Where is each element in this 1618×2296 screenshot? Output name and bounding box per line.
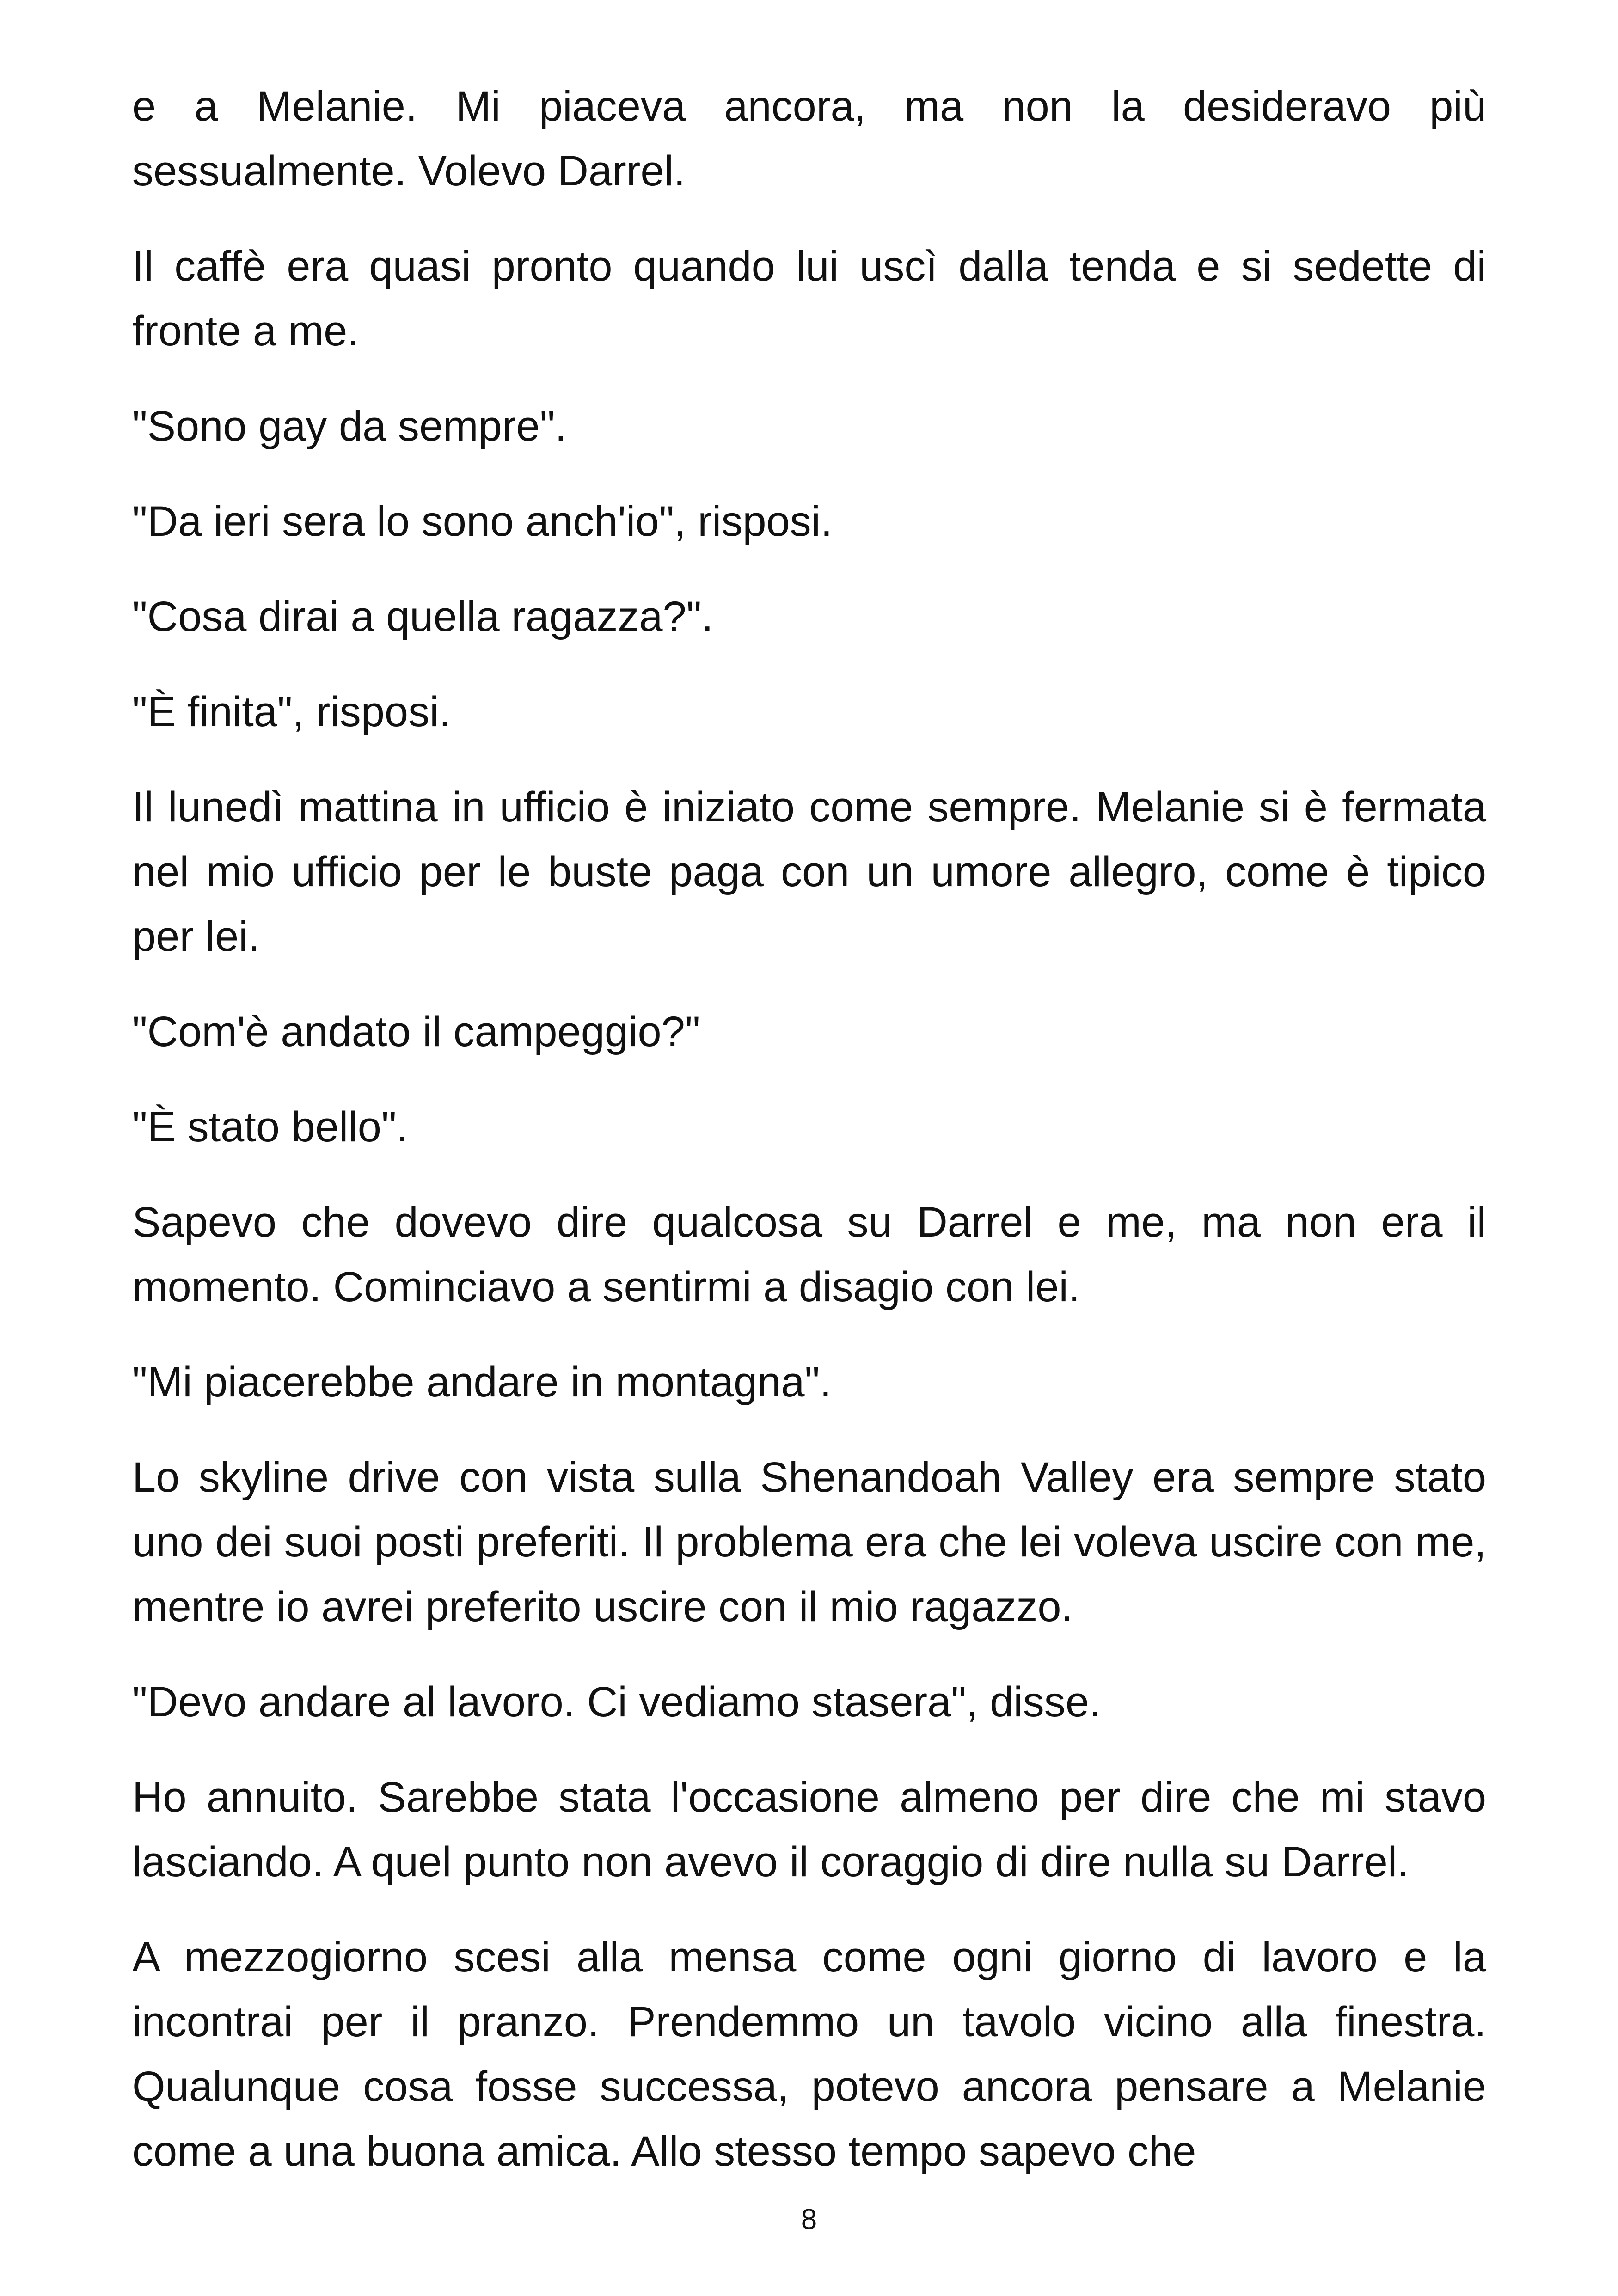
paragraph: e a Melanie. Mi piaceva ancora, ma non la desideravo più sessualmente. Volevo Darrel. — [132, 83, 1486, 195]
paragraph: Ho annuito. Sarebbe stata l'occasione almeno per dire che mi stavo lasciando. A quel punto non avevo il coraggio di dire nulla su Darrel. — [132, 1774, 1486, 1886]
paragraph: A mezzogiorno scesi alla mensa come ogni giorno di lavoro e la incontrai per il pranzo. Prendemmo un tavolo vicino alla finestra. Qualunque cosa fosse successa, potevo ancora pensare a Melanie come a una buona amica. Allo stesso tempo sapevo che — [132, 1934, 1486, 2175]
body-text — [132, 74, 1486, 2214]
paragraph: "Da ieri sera lo sono anch'io", risposi. — [132, 498, 833, 545]
paragraph: "È stato bello". — [132, 1103, 409, 1151]
paragraph: "Devo andare al lavoro. Ci vediamo stasera", disse. — [132, 1678, 1101, 1726]
paragraph: "È finita", risposi. — [132, 688, 451, 735]
paragraph: Il caffè era quasi pronto quando lui uscì dalla tenda e si sedette di fronte a me. — [132, 243, 1486, 355]
paragraph: Lo skyline drive con vista sulla Shenandoah Valley era sempre stato uno dei suoi posti preferiti. Il problema era che lei voleva uscire con me, mentre io avrei preferito uscire con il mio ragazzo. — [132, 1454, 1486, 1630]
paragraph: "Mi piacerebbe andare in montagna". — [132, 1359, 832, 1406]
paragraph: Il lunedì mattina in ufficio è iniziato come sempre. Melanie si è fermata nel mio ufficio per le buste paga con un umore allegro, come è tipico per lei. — [132, 784, 1486, 960]
paragraph: "Sono gay da sempre". — [132, 403, 567, 450]
paragraph: Sapevo che dovevo dire qualcosa su Darrel e me, ma non era il momento. Cominciavo a sentirmi a disagio con lei. — [132, 1199, 1486, 1310]
paragraph: "Cosa dirai a quella ragazza?". — [132, 593, 713, 640]
paragraph: "Com'è andato il campeggio?" — [132, 1008, 700, 1055]
page-number: 8 — [801, 2204, 817, 2235]
